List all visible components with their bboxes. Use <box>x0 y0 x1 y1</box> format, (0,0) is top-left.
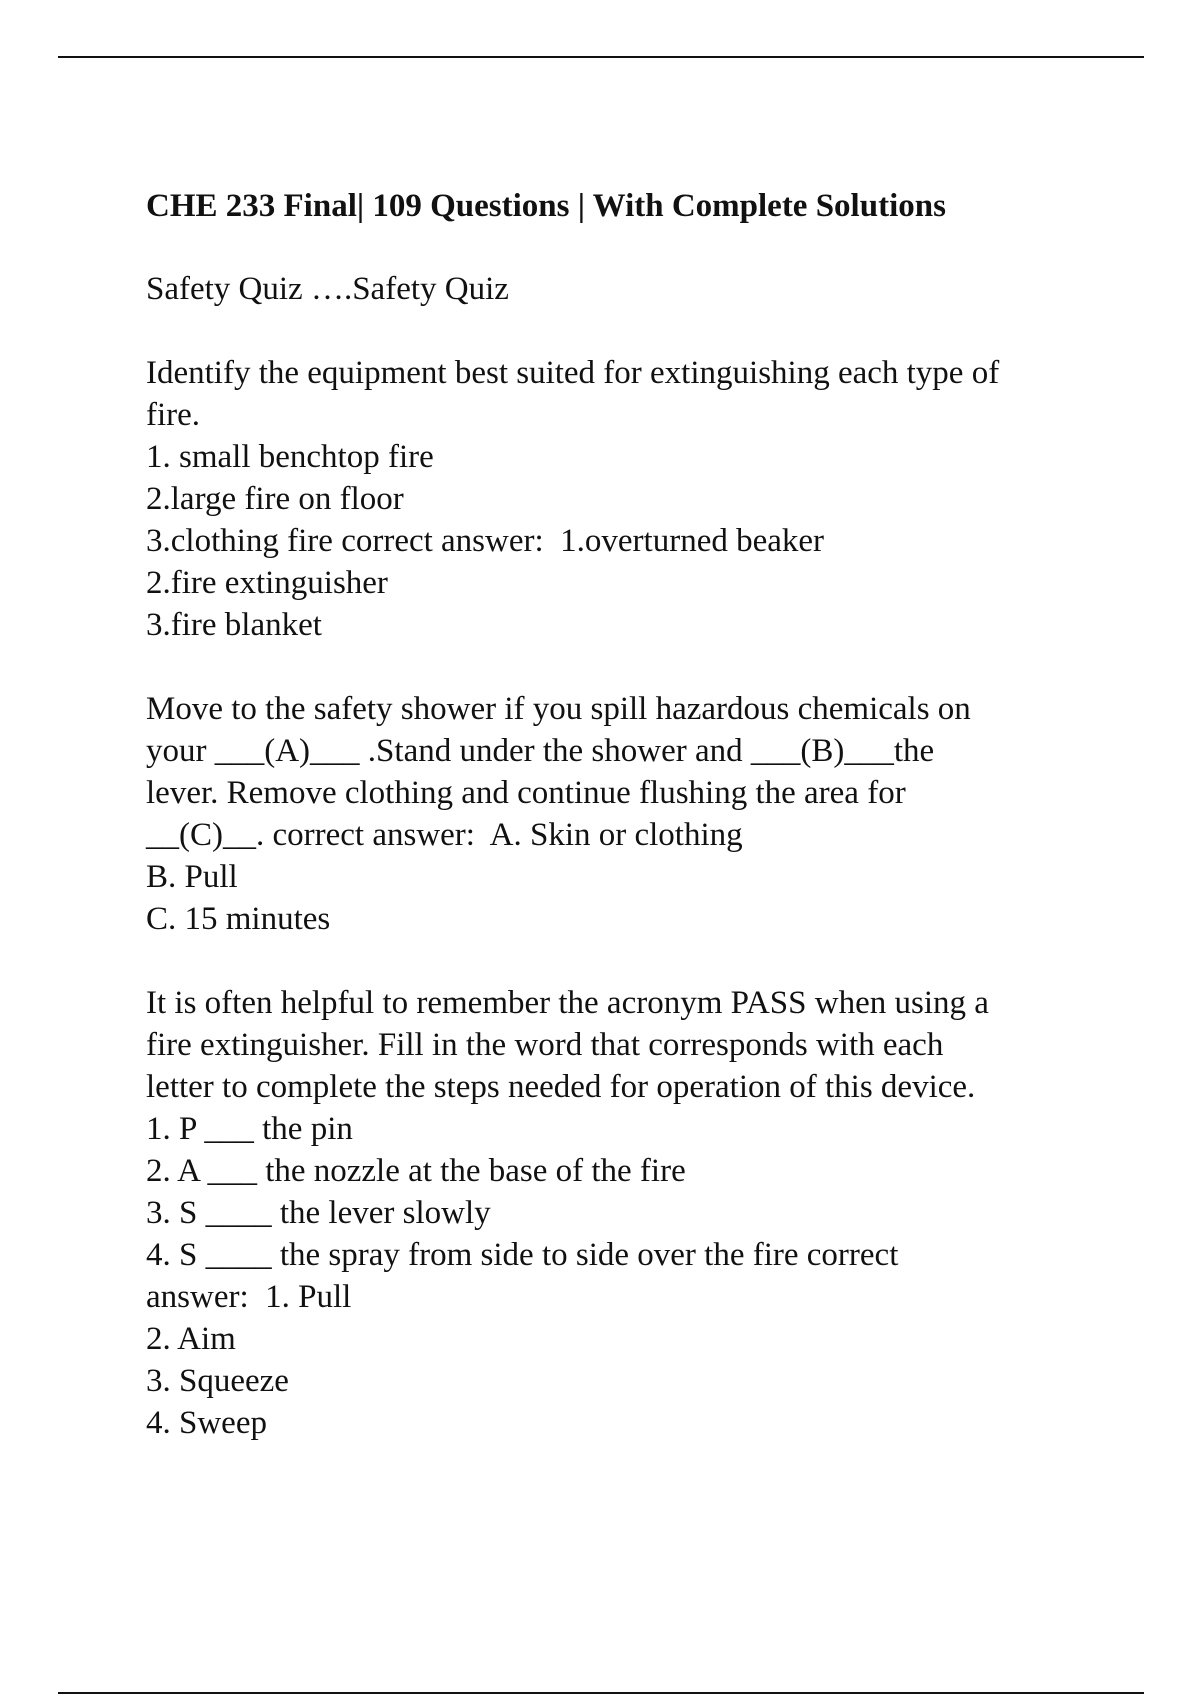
question-1-line-6: 2.fire extinguisher <box>146 565 388 601</box>
question-1-line-5: 3.clothing fire correct answer: 1.overturned beaker <box>146 523 825 559</box>
question-3-line-10: 3. Squeeze <box>146 1363 289 1399</box>
question-2-line-4: __(C)__. correct answer: A. Skin or clothing <box>146 817 743 853</box>
question-1-line-3: 1. small benchtop fire <box>146 439 434 475</box>
question-3-line-8: answer: 1. Pull <box>146 1279 352 1315</box>
question-3-line-3: letter to complete the steps needed for operation of this device. <box>146 1069 976 1105</box>
question-2 <box>146 688 1106 940</box>
document-page <box>146 186 1106 1486</box>
question-3-line-2: fire extinguisher. Fill in the word that corresponds with each <box>146 1027 944 1063</box>
question-2-line-3: lever. Remove clothing and continue flushing the area for <box>146 775 906 811</box>
document-title: CHE 233 Final| 109 Questions | With Complete Solutions <box>146 188 946 224</box>
footer-rule <box>58 1692 1144 1694</box>
question-3-line-9: 2. Aim <box>146 1321 236 1357</box>
document-subtitle: Safety Quiz ….Safety Quiz <box>146 271 509 307</box>
question-1-line-4: 2.large fire on floor <box>146 481 404 517</box>
question-3-line-11: 4. Sweep <box>146 1405 267 1441</box>
question-3-line-7: 4. S ____ the spray from side to side over the fire correct <box>146 1237 899 1273</box>
question-3-line-6: 3. S ____ the lever slowly <box>146 1195 491 1231</box>
header-rule <box>58 56 1144 58</box>
question-3 <box>146 982 1106 1444</box>
question-1-line-7: 3.fire blanket <box>146 607 322 643</box>
question-1-line-2: fire. <box>146 397 201 433</box>
question-2-line-5: B. Pull <box>146 859 238 895</box>
question-3-line-1: It is often helpful to remember the acronym PASS when using a <box>146 985 989 1021</box>
question-1 <box>146 352 1106 646</box>
question-1-line-1: Identify the equipment best suited for extinguishing each type of <box>146 355 1000 391</box>
question-2-line-2: your ___(A)___ .Stand under the shower and ___(B)___the <box>146 733 935 769</box>
question-2-line-1: Move to the safety shower if you spill hazardous chemicals on <box>146 691 971 727</box>
question-2-line-6: C. 15 minutes <box>146 901 331 937</box>
question-3-line-4: 1. P ___ the pin <box>146 1111 353 1147</box>
question-3-line-5: 2. A ___ the nozzle at the base of the fire <box>146 1153 686 1189</box>
